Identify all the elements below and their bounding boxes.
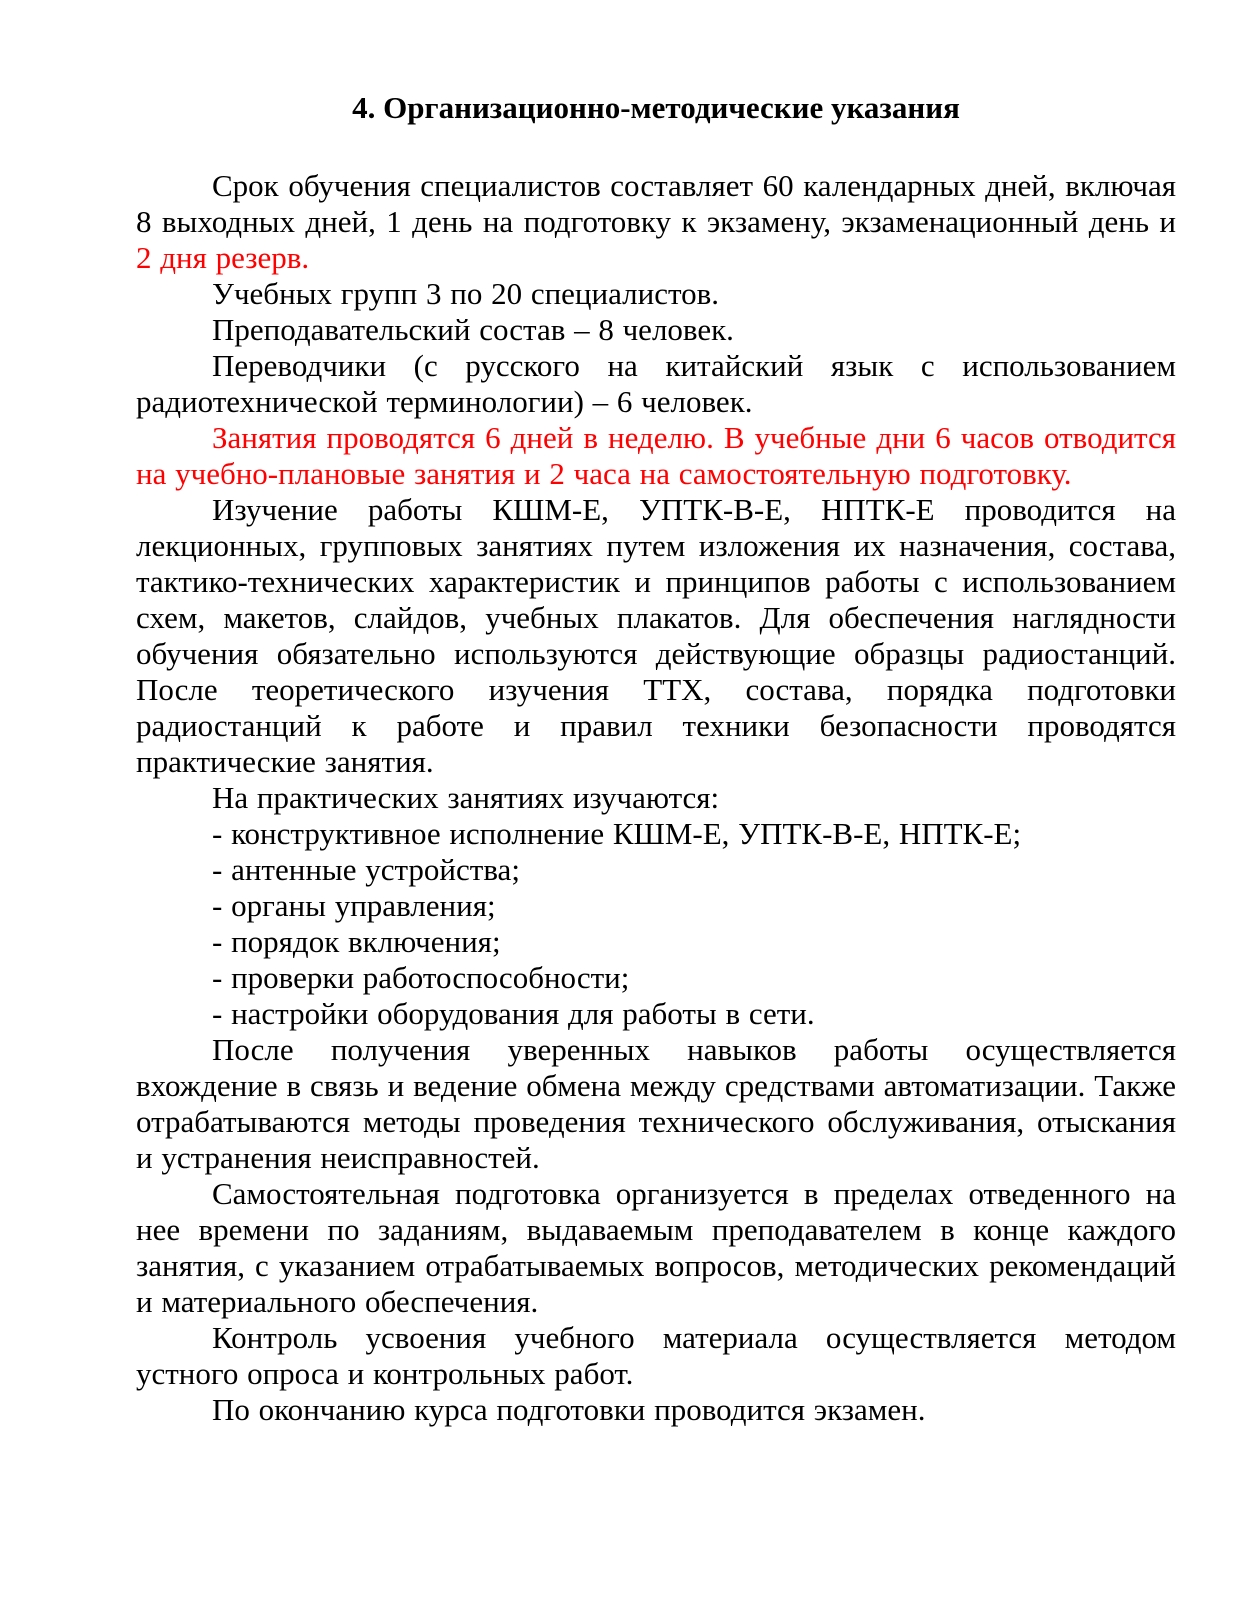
text-run: Срок обучения специалистов составляет 60 календарных дней, включая 8 выходных дней, 1 день на подготовку к экзамену, экзаменационный день и	[136, 168, 1176, 239]
paragraph	[136, 348, 1176, 420]
text-run: Самостоятельная подготовка организуется в пределах отведенного на нее времени по заданиям, выдаваемым преподавателем в конце каждого занятия, с указанием отрабатываемых вопросов, методических рекомендаций и материального обеспечения.	[136, 1176, 1176, 1319]
text-run: Учебных групп 3 по 20 специалистов.	[212, 276, 719, 311]
text-run: - порядок включения;	[212, 924, 501, 959]
document-body	[136, 168, 1176, 1428]
paragraph	[136, 276, 1176, 312]
document-title: 4. Организационно-методические указания	[352, 90, 960, 125]
paragraph	[136, 492, 1176, 780]
paragraph	[136, 1392, 1176, 1428]
paragraph	[136, 996, 1176, 1032]
paragraph	[136, 420, 1176, 492]
text-run: - органы управления;	[212, 888, 496, 923]
paragraph	[136, 168, 1176, 276]
paragraph	[136, 1032, 1176, 1176]
paragraph	[136, 312, 1176, 348]
paragraph	[136, 852, 1176, 888]
text-run: Переводчики (с русского на китайский язык с использованием радиотехнической терминологии) – 6 человек.	[136, 348, 1176, 419]
paragraph	[136, 960, 1176, 996]
text-run: Контроль усвоения учебного материала осуществляется методом устного опроса и контрольных работ.	[136, 1320, 1176, 1391]
text-run-red: Занятия проводятся 6 дней в неделю. В учебные дни 6 часов отводится на учебно-плановые занятия и 2 часа на самостоятельную подготовку.	[136, 420, 1176, 491]
text-run: - настройки оборудования для работы в сети.	[212, 996, 815, 1031]
text-run-red: 2 дня резерв.	[136, 240, 310, 275]
text-run: - антенные устройства;	[212, 852, 520, 887]
text-run: Преподавательский состав – 8 человек.	[212, 312, 734, 347]
text-run: На практических занятиях изучаются:	[212, 780, 720, 815]
text-run: - конструктивное исполнение КШМ-Е, УПТК-В-Е, НПТК-Е;	[212, 816, 1022, 851]
paragraph	[136, 780, 1176, 816]
text-run: После получения уверенных навыков работы осуществляется вхождение в связь и ведение обмена между средствами автоматизации. Также отрабатываются методы проведения технического обслуживания, отыскания и устранения неисправностей.	[136, 1032, 1176, 1175]
paragraph	[136, 816, 1176, 852]
paragraph	[136, 1176, 1176, 1320]
paragraph	[136, 888, 1176, 924]
text-run: По окончанию курса подготовки проводится экзамен.	[212, 1392, 926, 1427]
text-run: - проверки работоспособности;	[212, 960, 630, 995]
paragraph	[136, 924, 1176, 960]
paragraph	[136, 1320, 1176, 1392]
text-run: Изучение работы КШМ-Е, УПТК-В-Е, НПТК-Е проводится на лекционных, групповых занятиях путем изложения их назначения, состава, тактико-технических характеристик и принципов работы с использованием схем, макетов, слайдов, учебных плакатов. Для обеспечения наглядности обучения обязательно используются действующие образцы радиостанций. После теоретического изучения ТТХ, состава, порядка подготовки радиостанций к работе и правил техники безопасности проводятся практические занятия.	[136, 492, 1176, 779]
document-content	[136, 0, 1176, 1428]
